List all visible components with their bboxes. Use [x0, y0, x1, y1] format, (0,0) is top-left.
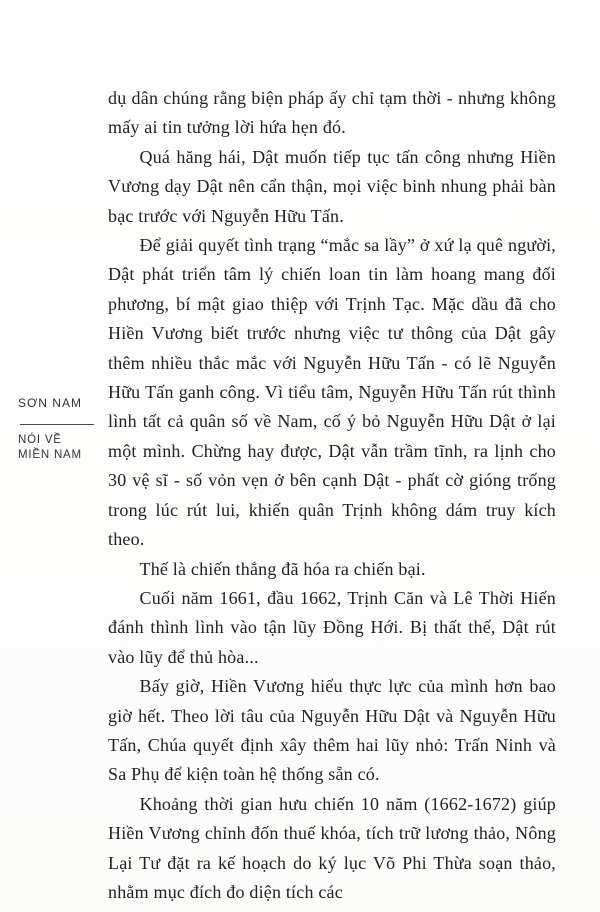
paragraph: Bấy giờ, Hiền Vương hiểu thực lực của mình hơn bao giờ hết. Theo lời tâu của Nguyễn Hữu Dật và Nguyễn Hữu Tấn, Chúa quyết định xây thêm hai lũy nhỏ: Trấn Ninh và Sa Phụ để kiện toàn hệ thống sẵn có.: [108, 676, 556, 785]
paragraph: Cuối năm 1661, đầu 1662, Trịnh Căn và Lê Thời Hiến đánh thình lình vào tận lũy Đồng Hới. Bị thất thế, Dật rút vào lũy để thủ hòa...: [108, 587, 556, 667]
paragraph: Thế là chiến thắng đã hóa ra chiến bại.: [139, 558, 426, 579]
paragraph: dụ dân chúng rằng biện pháp ấy chỉ tạm thời - nhưng không mấy ai tin tưởng lời hứa hẹn đó.: [108, 88, 556, 138]
paragraph: Khoảng thời gian hưu chiến 10 năm (1662-1672) giúp Hiền Vương chỉnh đốn thuế khóa, tích trữ lương thảo, Nông Lại Tư đặt ra kế hoạch do ký lục Võ Phi Thừa soạn thảo, nhằm mục đích đo diện tích các: [108, 793, 556, 902]
sidebar-divider: [20, 424, 94, 425]
paragraph: Quá hăng hái, Dật muốn tiếp tục tấn công nhưng Hiền Vương dạy Dật nên cẩn thận, mọi việc binh nhung phải bàn bạc trước với Nguyễn Hữu Tấn.: [108, 146, 556, 226]
author-name: SƠN NAM: [18, 396, 82, 410]
text-column: [108, 84, 556, 907]
book-title: NÓI VỀ MIỀN NAM: [18, 434, 82, 461]
paragraph: Để giải quyết tình trạng “mắc sa lầy” ở xứ lạ quê người, Dật phát triển tâm lý chiến loan tin làm hoang mang đối phương, bí mật giao thiệp với Trịnh Tạc. Mặc dầu đã cho Hiền Vương biết trước nhưng việc tư thông của Dật gây thêm nhiều thắc mắc với Nguyễn Hữu Tấn - có lẽ Nguyễn Hữu Tấn ganh công. Vì tiểu tâm, Nguyễn Hữu Tấn rút thình lình tất cả quân số về Nam, cố ý bỏ Nguyễn Hữu Dật ở lại một mình. Chừng hay được, Dật vẫn trầm tĩnh, ra lịnh cho 30 vệ sĩ - số vỏn vẹn ở bên cạnh Dật - phất cờ gióng trống trong lúc rút lui, khiến quân Trịnh không dám truy kích theo.: [108, 235, 556, 550]
sidebar: [18, 396, 96, 463]
